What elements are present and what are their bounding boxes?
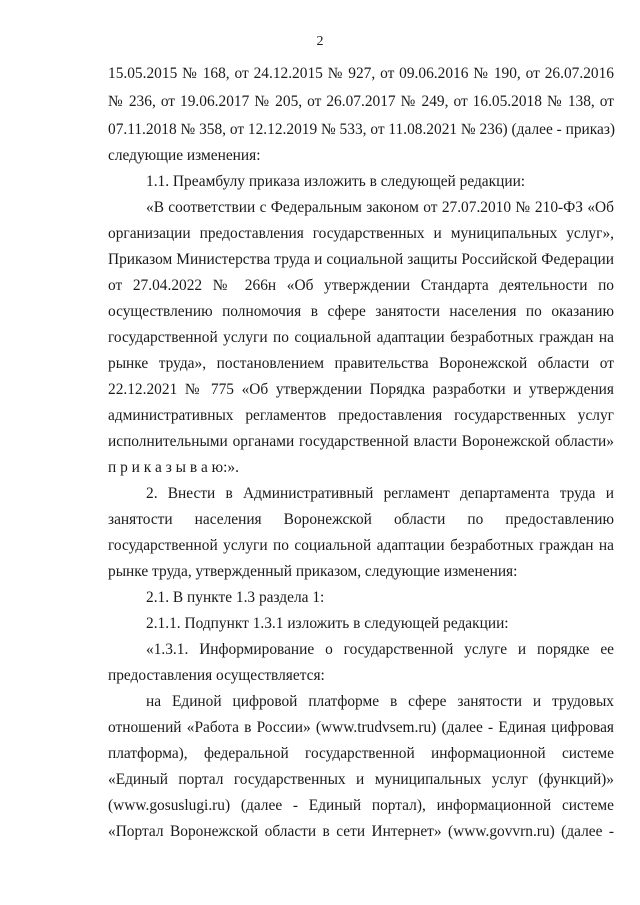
text-line: «Единый портал государственных и муниципальных услуг (функций)»	[108, 771, 614, 788]
text-line: следующие изменения:	[108, 147, 261, 164]
text-line: 22.12.2021 № 775 «Об утверждении Порядка разработки и утверждения	[108, 381, 614, 398]
text-line: 1.1. Преамбулу приказа изложить в следующей редакции:	[146, 173, 526, 190]
page-number: 2	[316, 34, 324, 49]
text-line: «Портал Воронежской области в сети Интернет» (www.govvrn.ru) (далее -	[108, 823, 614, 840]
text-line: (www.gosuslugi.ru) (далее - Единый портал), информационной системе	[108, 797, 614, 814]
text-line: «1.3.1. Информирование о государственной услуге и порядке ее	[146, 641, 614, 658]
text-line: «В соответствии с Федеральным законом от 27.07.2010 № 210-ФЗ «Об	[146, 199, 614, 216]
text-line: 07.11.2018 № 358, от 12.12.2019 № 533, от 11.08.2021 № 236) (далее - приказ)	[108, 121, 616, 138]
text-line: исполнительными органами государственной власти Воронежской области»	[108, 433, 614, 450]
text-line: Приказом Министерства труда и социальной защиты Российской Федерации	[108, 251, 614, 268]
text-line: на Единой цифровой платформе в сфере занятости и трудовых	[146, 693, 614, 710]
text-line: государственной услуги по социальной адаптации безработных граждан на	[108, 329, 614, 346]
text-line: платформа), федеральной государственной информационной системе	[108, 745, 614, 762]
text-line: административных регламентов предоставления государственных услуг	[108, 407, 614, 424]
text-line: 2.1.1. Подпункт 1.3.1 изложить в следующей редакции:	[146, 615, 509, 632]
text-line: 15.05.2015 № 168, от 24.12.2015 № 927, от 09.06.2016 № 190, от 26.07.2016	[108, 65, 614, 82]
text-line: № 236, от 19.06.2017 № 205, от 26.07.2017 № 249, от 16.05.2018 № 138, от	[108, 93, 614, 110]
text-line: рынке труда, утвержденный приказом, следующие изменения:	[108, 563, 518, 580]
text-line: организации предоставления государственных и муниципальных услуг»,	[108, 225, 614, 242]
text-line: 2.1. В пункте 1.3 раздела 1:	[146, 589, 325, 606]
text-line: осуществлению полномочия в сфере занятости населения по оказанию	[108, 303, 614, 320]
text-line: п р и к а з ы в а ю:».	[108, 459, 239, 476]
text-line: отношений «Работа в России» (www.trudvsem.ru) (далее - Единая цифровая	[108, 719, 614, 736]
text-line: государственной услуги по социальной адаптации безработных граждан на	[108, 537, 614, 554]
text-line: 2. Внести в Административный регламент департамента труда и	[146, 485, 614, 502]
text-line: рынке труда», постановлением правительства Воронежской области от	[108, 355, 614, 372]
text-line: предоставления осуществляется:	[108, 667, 325, 684]
text-line: занятости населения Воронежской области по предоставлению	[108, 511, 614, 528]
text-line: от 27.04.2022 № 266н «Об утверждении Стандарта деятельности по	[108, 277, 614, 294]
